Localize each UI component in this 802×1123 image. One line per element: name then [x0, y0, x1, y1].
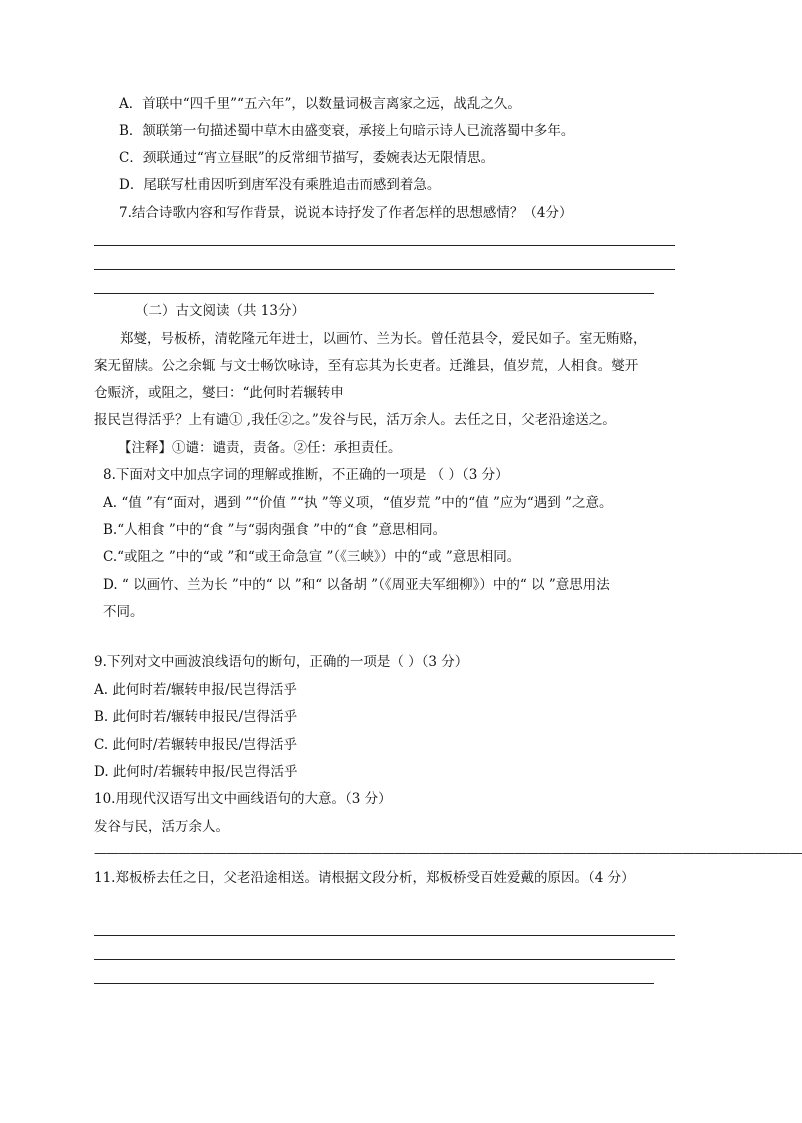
passage-line-2: 案无留牍。公之余辄 与文士畅饮咏诗，至有忘其为长吏者。迁潍县，值岁荒，人相食。燮开 [94, 358, 639, 374]
q11-answer-line-2[interactable] [94, 959, 675, 960]
q9-option-a: A. 此何时若/辗转申报/民岂得活乎 [94, 682, 297, 698]
q8-option-b: B.“人相食 ”中的“食 ”与“弱肉强食 ”中的“食 ”意思相同。 [103, 522, 447, 538]
q8-stem: 8.下面对文中加点字词的理解或推断，不正确的一项是 （ ）（3 分） [103, 467, 509, 483]
q10-stem: 10.用现代汉语写出文中画线语句的大意。（3 分） [94, 791, 392, 807]
passage-line-4: 报民岂得活乎？上有谴① ,我任②之。”发谷与民，活万余人。去任之日，父老沿途送之。 [94, 412, 616, 428]
q10-sentence: 发谷与民，活万余人。 [94, 819, 229, 835]
passage-notes: 【注释】①谴：谴责，责备。②任：承担责任。 [118, 440, 402, 456]
q7-stem: 7.结合诗歌内容和写作背景，说说本诗抒发了作者怎样的思想感情？（4分） [119, 205, 573, 221]
q8-option-d: D. “ 以画竹、兰为长 ”中的“ 以 ”和“ 以备胡 ”（《周亚夫军细柳》）中的“ 以 ”意思用法 [103, 577, 610, 593]
passage-line-1: 郑燮，号板桥，清乾隆元年进士，以画竹、兰为长。曾任范县令，爱民如子。室无贿赂， [120, 331, 647, 347]
q8-option-a: A. “值 ”有“面对，遇到 ”“价值 ”“执 ”等义项，“值岁荒 ”中的“值 ”应为“遇到 ”之意。 [103, 495, 613, 511]
q6-option-d: D．尾联写杜甫因听到唐军没有乘胜追击而感到着急。 [119, 177, 441, 193]
q7-answer-line-3[interactable] [94, 293, 654, 294]
passage-line-3: 仓赈济，或阻之，燮曰：“此何时若辗转申 [94, 385, 344, 401]
q11-answer-line-3[interactable] [94, 983, 654, 984]
q7-answer-line-2[interactable] [94, 269, 675, 270]
q10-answer-line[interactable]: ——————————————————————————————————————————————————————————— [94, 846, 802, 861]
q6-option-b: B．颔联第一句描述蜀中草木由盛变衰，承接上句暗示诗人已流落蜀中多年。 [119, 123, 575, 139]
q9-option-d: D. 此何时/若辗转申报/民岂得活乎 [94, 764, 298, 780]
q11-stem: 11.郑板桥去任之日，父老沿途相送。请根据文段分析，郑板桥受百姓爱戴的原因。（4 分） [94, 870, 635, 886]
q9-option-c: C. 此何时/若辗转申报民/岂得活乎 [94, 737, 298, 753]
q8-option-d-cont: 不同。 [103, 604, 144, 620]
q9-stem: 9.下列对文中画波浪线语句的断句，正确的一项是（ ）（3 分） [94, 654, 469, 670]
q6-option-a: A．首联中“四千里”“五六年”，以数量词极言离家之远，战乱之久。 [119, 96, 521, 112]
q6-option-c: C．颈联通过“宵立昼眠”的反常细节描写，委婉表达无限情思。 [119, 150, 495, 166]
q9-option-b: B. 此何时若/辗转申报民/岂得活乎 [94, 709, 298, 725]
section-title-classical-reading: （二）古文阅读（共 13分） [135, 303, 305, 319]
q8-option-c: C.“或阻之 ”中的“或 ”和“或王命急宣 ”（《三峡》）中的“或 ”意思相同。 [103, 549, 521, 565]
q11-answer-line-1[interactable] [94, 935, 675, 936]
q7-answer-line-1[interactable] [94, 245, 675, 246]
